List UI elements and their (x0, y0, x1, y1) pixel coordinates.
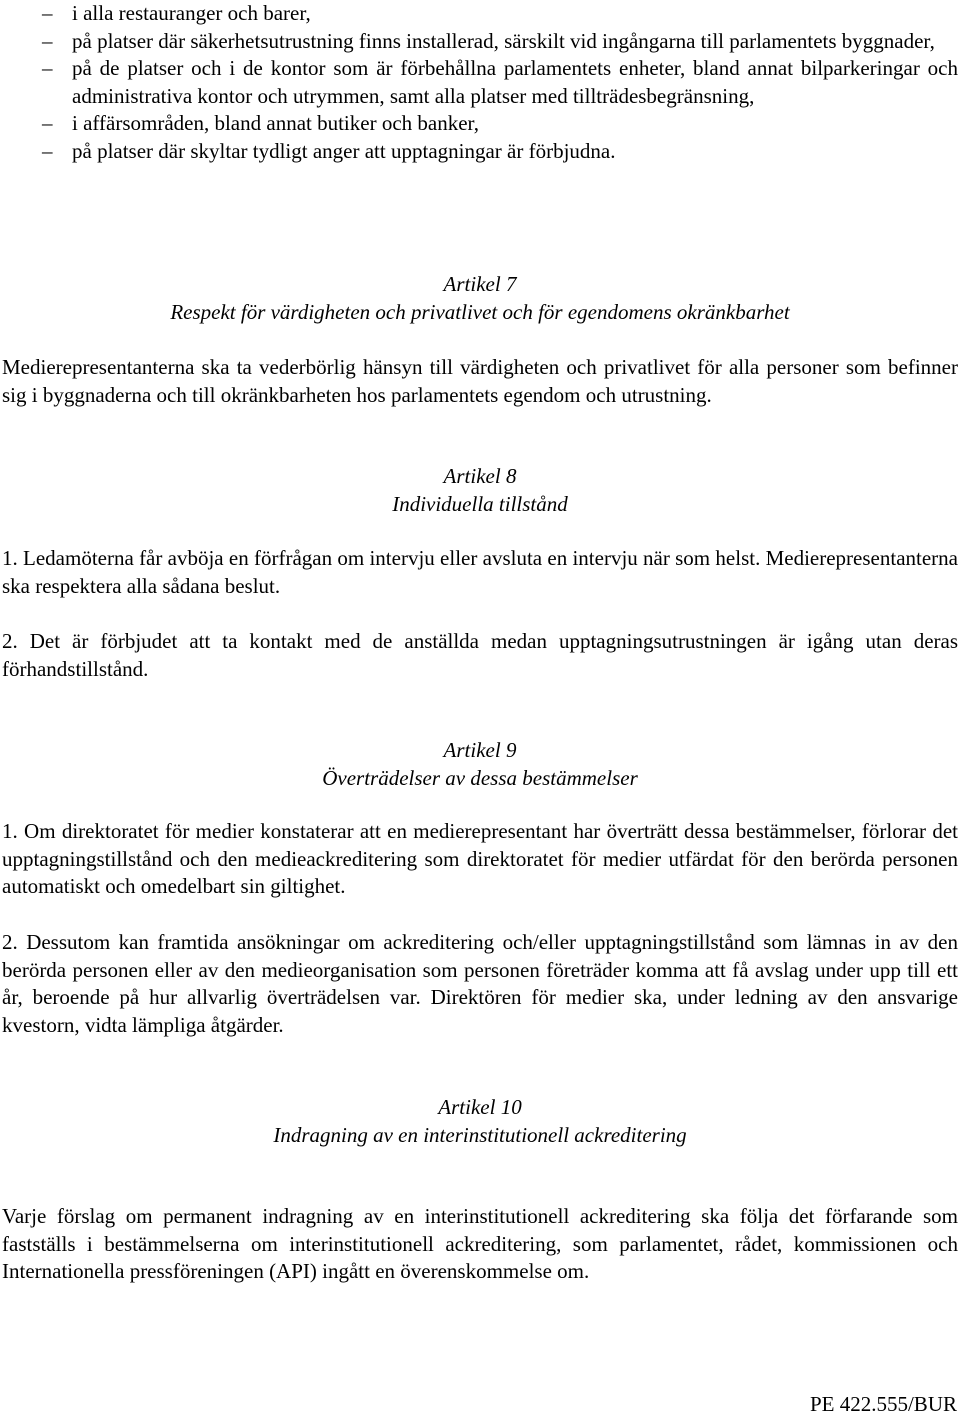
article-10-body (2, 1203, 958, 1286)
list-item-text: på platser där skyltar tydligt anger att upptagningar är förbjudna. (72, 138, 616, 163)
article-9-body-2 (2, 929, 958, 1039)
list-item-text: på de platser och i de kontor som är förbehållna parlamentets enheter, bland annat bilparkeringar och administrativa kontor och utrymmen, samt alla platser med tillträdesbegränsning, (72, 56, 958, 108)
dash-marker: – (42, 56, 53, 80)
article-8-body-2 (2, 628, 958, 683)
article-8-paragraph-2: 2. Det är förbjudet att ta kontakt med de anställda medan upptagningsutrustningen är igång utan deras förhandstillstånd. (2, 629, 958, 681)
article-10-number: Artikel 10 (438, 1095, 522, 1119)
article-7-number: Artikel 7 (443, 272, 517, 296)
dash-marker: – (42, 28, 53, 53)
list-item (2, 110, 958, 138)
article-9-paragraph-1: 1. Om direktoratet för medier konstaterar att en medierepresentant har överträtt dessa bestämmelser, förlorar det upptagningstillstånd och den medieackreditering som direktoratet för medier utfärdat för den berörda personen automatiskt och omedelbart sin giltighet. (2, 819, 958, 898)
article-10-title: Indragning av en interinstitutionell ackreditering (273, 1122, 687, 1147)
dash-marker: – (42, 111, 53, 135)
article-7 (2, 271, 958, 326)
article-9-paragraph-2: 2. Dessutom kan framtida ansökningar om ackreditering och/eller upptagningstillstånd som lämnas in av den berörda personen eller av den medieorganisation som personen företräder komma att få avslag under upp till ett år, beroende på hur allvarlig överträdelsen var. Direktören för medier ska, under ledning av den ansvarige kvestorn, vidta lämpliga åtgärder. (2, 930, 958, 1037)
dash-marker: – (42, 1, 53, 25)
list-item (2, 138, 958, 166)
article-10-paragraph: Varje förslag om permanent indragning av en interinstitutionell ackreditering ska följa det förfarande som fastställs i bestämmelserna om interinstitutionell ackreditering, som parlamentet, rådet, kommissionen och Internationella pressföreningen (API) ingått en överenskommelse om. (2, 1204, 958, 1283)
article-7-paragraph: Medierepresentanterna ska ta vederbörlig hänsyn till värdigheten och privatlivet för alla personer som befinner sig i byggnaderna och till okränkbarheten hos parlamentets egendom och utrustning. (2, 355, 958, 407)
article-8-number: Artikel 8 (443, 464, 517, 488)
article-10 (2, 1094, 958, 1149)
list-item (2, 0, 958, 28)
article-9-body-1 (2, 818, 958, 901)
article-9 (2, 737, 958, 792)
document-reference: PE 422.555/BUR (809, 1392, 957, 1416)
dash-marker: – (42, 138, 53, 163)
list-item (2, 28, 958, 56)
list-item-text: i affärsområden, bland annat butiker och banker, (72, 111, 479, 135)
article-7-body (2, 354, 958, 409)
list-item-text: i alla restauranger och barer, (72, 1, 311, 25)
article-9-title: Överträdelser av dessa bestämmelser (322, 765, 638, 790)
list-item-text: på platser där säkerhetsutrustning finns installerad, särskilt vid ingångarna till parlamentets byggnader, (72, 28, 935, 53)
article-8-body-1 (2, 545, 958, 600)
list-item (2, 55, 958, 110)
article-9-number: Artikel 9 (443, 738, 517, 762)
article-8 (2, 463, 958, 518)
article-8-title: Individuella tillstånd (392, 491, 568, 516)
article-8-paragraph-1: 1. Ledamöterna får avböja en förfrågan om intervju eller avsluta en intervju när som helst. Medierepresentanterna ska respektera alla sådana beslut. (2, 546, 958, 598)
article-7-title: Respekt för värdigheten och privatlivet och för egendomens okränkbarhet (170, 299, 790, 324)
bullet-list (2, 0, 958, 165)
